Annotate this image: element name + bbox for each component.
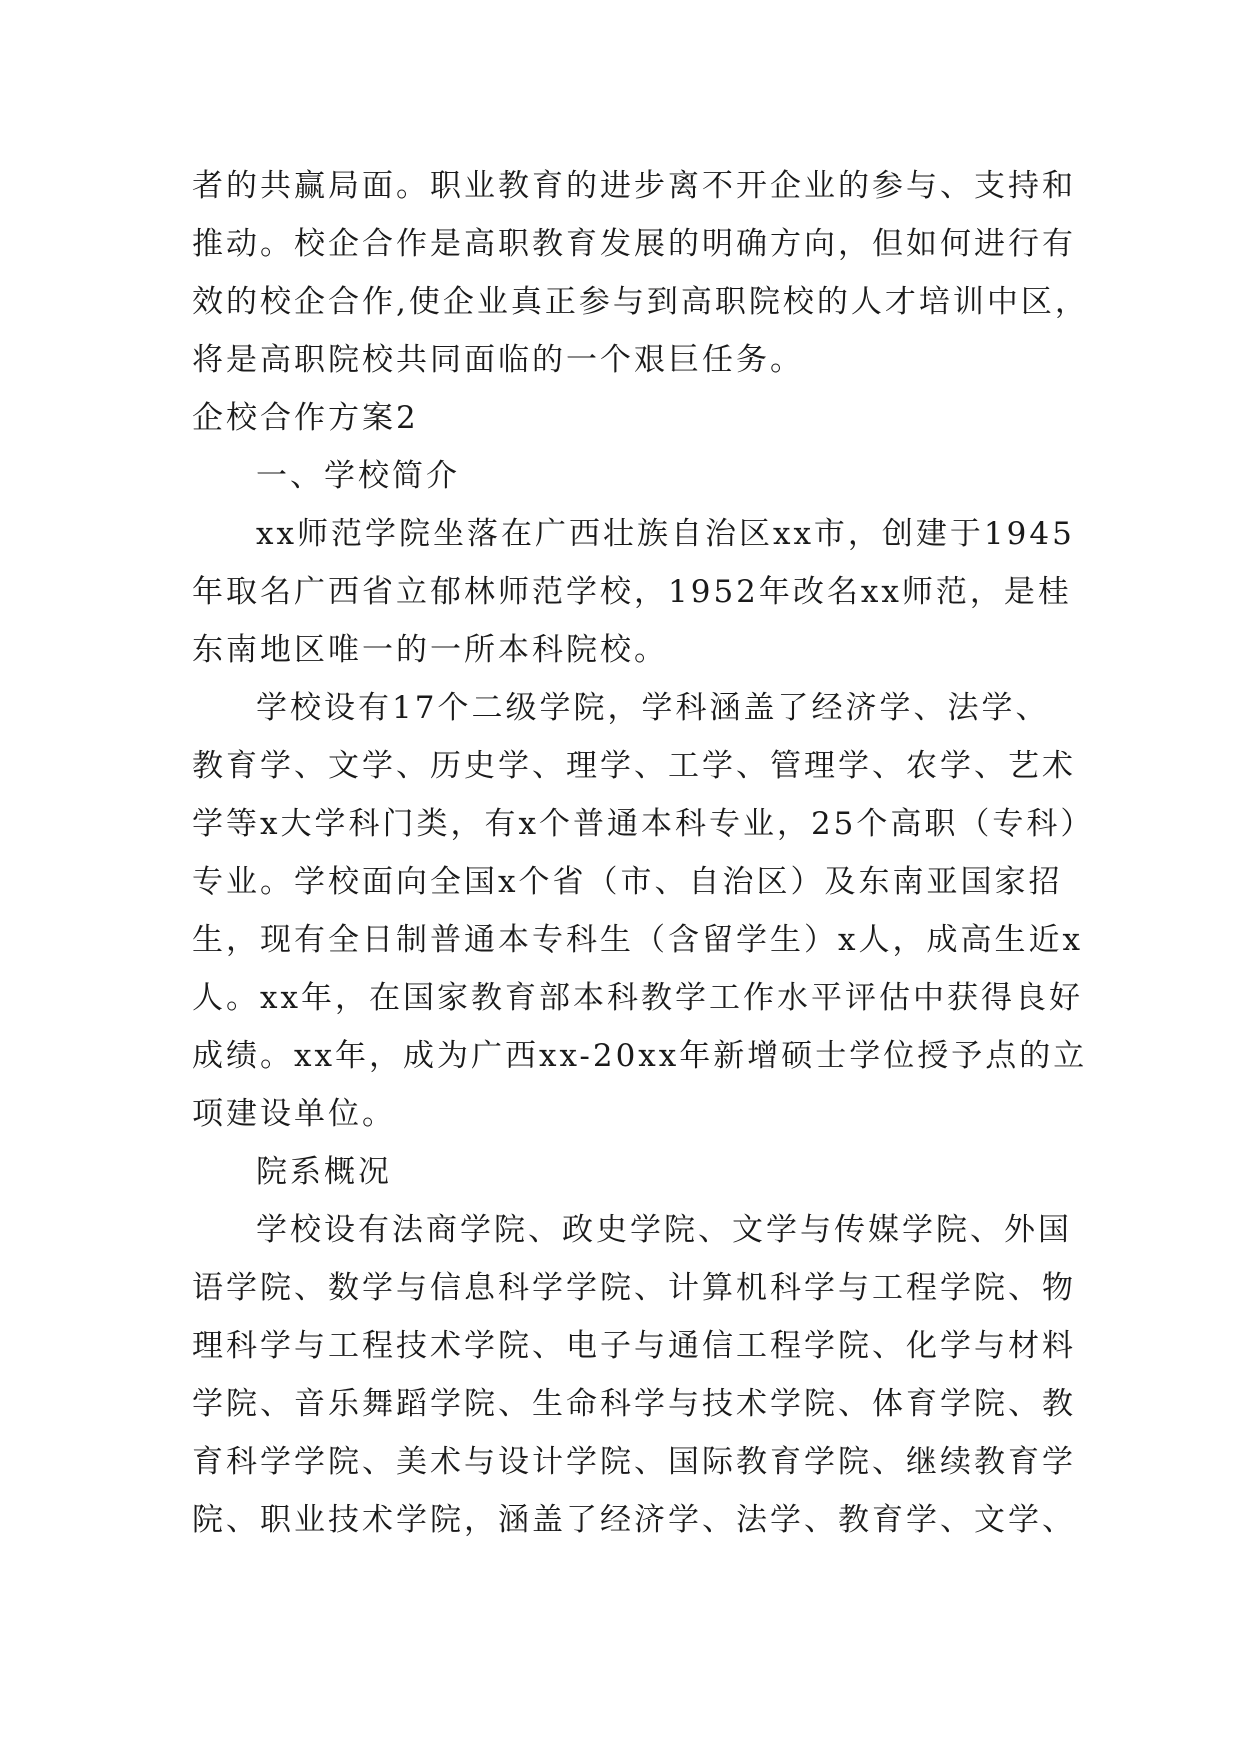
text-line: 语学院、数学与信息科学学院、计算机科学与工程学院、物 (192, 1270, 1076, 1306)
text-line: 教育学、文学、历史学、理学、工学、管理学、农学、艺术 (192, 748, 1076, 784)
text-line: 学等x大学科门类，有x个普通本科专业，25个高职（专科） (192, 806, 1095, 842)
section-heading: 一、学校简介 (256, 458, 460, 494)
text-line: 推动。校企合作是高职教育发展的明确方向，但如何进行有 (192, 226, 1076, 262)
text-line: 生，现有全日制普通本专科生（含留学生）x人，成高生近x (192, 922, 1083, 958)
text-line: xx师范学院坐落在广西壮族自治区xx市，创建于1945 (256, 516, 1075, 552)
text-line: 年取名广西省立郁林师范学校，1952年改名xx师范，是桂 (192, 574, 1072, 610)
text-line: 者的共赢局面。职业教育的进步离不开企业的参与、支持和 (192, 168, 1076, 204)
text-line: 学校设有17个二级学院，学科涵盖了经济学、法学、 (256, 690, 1050, 726)
document-body (192, 157, 1095, 1549)
text-line: 效的校企合作,使企业真正参与到高职院校的人才培训中区， (192, 284, 1089, 320)
section-heading: 院系概况 (256, 1154, 392, 1190)
text-line: 项建设单位。 (192, 1096, 396, 1132)
text-line: 专业。学校面向全国x个省（市、自治区）及东南亚国家招 (192, 864, 1063, 900)
text-line: 学院、音乐舞蹈学院、生命科学与技术学院、体育学院、教 (192, 1386, 1076, 1422)
section-title: 企校合作方案2 (192, 400, 419, 436)
text-line: 东南地区唯一的一所本科院校。 (192, 632, 668, 668)
text-line: 将是高职院校共同面临的一个艰巨任务。 (192, 342, 804, 378)
text-line: 理科学与工程技术学院、电子与通信工程学院、化学与材料 (192, 1328, 1076, 1364)
text-line: 人。xx年，在国家教育部本科教学工作水平评估中获得良好 (192, 980, 1083, 1016)
text-line: 育科学学院、美术与设计学院、国际教育学院、继续教育学 (192, 1444, 1076, 1480)
text-line: 成绩。xx年，成为广西xx-20xx年新增硕士学位授予点的立 (192, 1038, 1088, 1074)
text-line: 院、职业技术学院，涵盖了经济学、法学、教育学、文学、 (192, 1502, 1076, 1538)
text-line: 学校设有法商学院、政史学院、文学与传媒学院、外国 (256, 1212, 1072, 1248)
